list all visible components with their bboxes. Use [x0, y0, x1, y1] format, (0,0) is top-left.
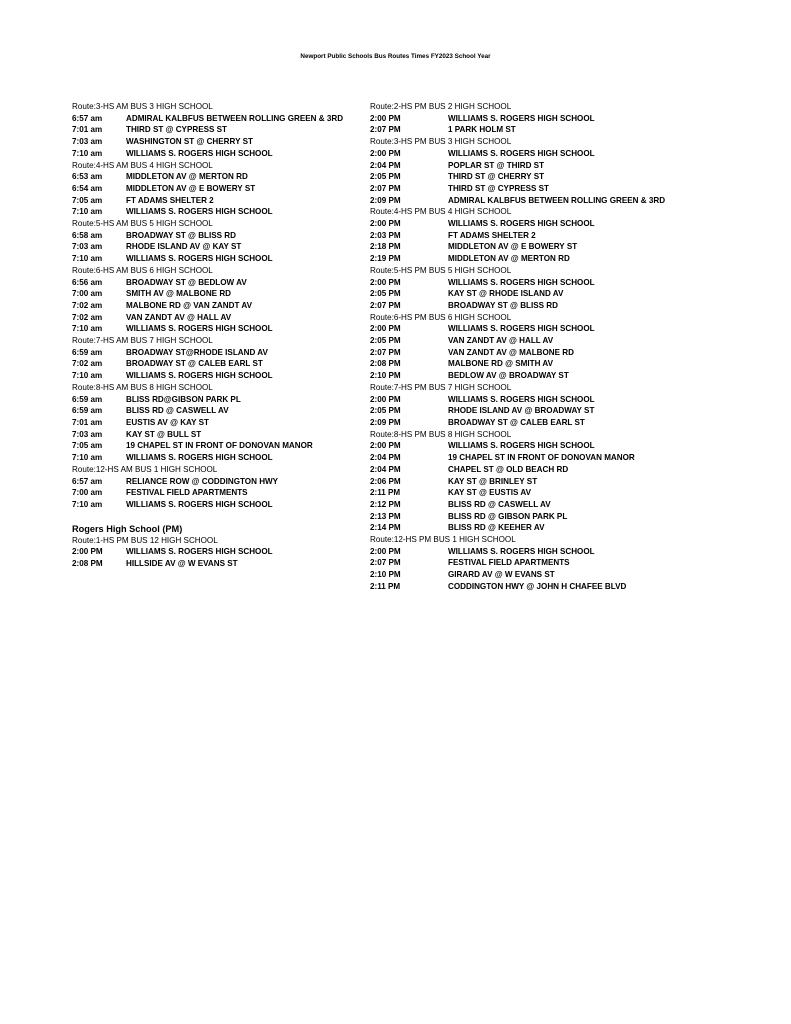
stop-time: 2:00 PM — [370, 441, 401, 451]
stop-row — [370, 195, 700, 207]
stop-row — [72, 241, 367, 253]
stop-row — [72, 394, 367, 406]
stop-row — [370, 464, 700, 476]
stop-location: FESTIVAL FIELD APARTMENTS — [448, 558, 570, 568]
stop-row — [72, 288, 367, 300]
stop-location: SMITH AV @ MALBONE RD — [126, 289, 232, 299]
stop-time: 2:07 PM — [370, 183, 401, 193]
stop-location: BLISS RD @ CASWELL AV — [448, 499, 551, 509]
stop-time: 7:01 am — [72, 417, 103, 427]
stop-location: WILLIAMS S. ROGERS HIGH SCHOOL — [126, 499, 273, 509]
route-block — [72, 464, 367, 511]
stop-row — [370, 546, 700, 558]
stop-row — [370, 440, 700, 452]
stop-time: 2:14 PM — [370, 523, 401, 533]
stop-location: 19 CHAPEL ST IN FRONT OF DONOVAN MANOR — [126, 441, 313, 451]
stop-location: WASHINGTON ST @ CHERRY ST — [126, 137, 253, 147]
stop-time: 2:00 PM — [370, 546, 401, 556]
stop-time: 6:58 am — [72, 230, 103, 240]
stop-time: 7:10 am — [72, 371, 103, 381]
stop-row — [370, 230, 700, 242]
left-column — [72, 101, 367, 570]
stop-row — [72, 277, 367, 289]
route-block — [370, 265, 700, 312]
stop-row — [72, 230, 367, 242]
stop-row — [370, 171, 700, 183]
route-block — [370, 534, 700, 593]
stop-row — [370, 335, 700, 347]
stop-time: 7:00 am — [72, 488, 103, 498]
route-block — [370, 206, 700, 265]
stop-time: 7:10 am — [72, 148, 103, 158]
stop-time: 7:02 am — [72, 300, 103, 310]
stop-location: RELIANCE ROW @ CODDINGTON HWY — [126, 476, 279, 486]
stop-location: ADMIRAL KALBFUS BETWEEN ROLLING GREEN & 3RD — [448, 195, 666, 205]
stop-row — [370, 476, 700, 488]
stop-time: 7:03 am — [72, 429, 103, 439]
stop-row — [72, 558, 367, 570]
route-header: Route:8-HS AM BUS 8 HIGH SCHOOL — [72, 382, 213, 392]
route-block — [72, 218, 367, 265]
route-block — [72, 101, 367, 160]
stop-time: 2:05 PM — [370, 336, 401, 346]
stop-row — [370, 300, 700, 312]
stop-location: WILLIAMS S. ROGERS HIGH SCHOOL — [448, 219, 595, 229]
stop-location: RHODE ISLAND AV @ BROADWAY ST — [448, 406, 595, 416]
stop-row — [72, 206, 367, 218]
stop-time: 2:10 PM — [370, 371, 401, 381]
stop-row — [370, 522, 700, 534]
stop-time: 7:10 am — [72, 324, 103, 334]
stop-row — [370, 511, 700, 523]
stop-row — [72, 183, 367, 195]
stop-location: BLISS RD @ GIBSON PARK PL — [448, 511, 568, 521]
route-header: Route:7-HS AM BUS 7 HIGH SCHOOL — [72, 336, 213, 346]
stop-time: 2:08 PM — [370, 359, 401, 369]
stop-time: 7:05 am — [72, 441, 103, 451]
stop-time: 2:07 PM — [370, 558, 401, 568]
stop-location: BLISS RD @ KEEHER AV — [448, 523, 545, 533]
stop-row — [72, 417, 367, 429]
route-header: Route:6-HS AM BUS 6 HIGH SCHOOL — [72, 265, 213, 275]
stop-time: 2:12 PM — [370, 499, 401, 509]
stop-location: FESTIVAL FIELD APARTMENTS — [126, 488, 248, 498]
stop-time: 7:10 am — [72, 499, 103, 509]
stop-location: BEDLOW AV @ BROADWAY ST — [448, 371, 569, 381]
stop-row — [370, 581, 700, 593]
stop-location: BROADWAY ST@RHODE ISLAND AV — [126, 347, 268, 357]
stop-time: 7:00 am — [72, 289, 103, 299]
stop-row — [370, 347, 700, 359]
stop-row — [370, 218, 700, 230]
stop-location: 19 CHAPEL ST IN FRONT OF DONOVAN MANOR — [448, 453, 635, 463]
stop-row — [72, 405, 367, 417]
stop-row — [370, 323, 700, 335]
stop-location: VAN ZANDT AV @ HALL AV — [126, 312, 232, 322]
stop-location: WILLIAMS S. ROGERS HIGH SCHOOL — [126, 453, 273, 463]
stop-time: 2:11 PM — [370, 581, 401, 591]
stop-location: BROADWAY ST @ BLISS RD — [126, 230, 236, 240]
route-header: Route:3-HS AM BUS 3 HIGH SCHOOL — [72, 102, 213, 111]
stop-row — [72, 358, 367, 370]
stop-time: 2:00 PM — [370, 148, 401, 158]
stop-time: 7:10 am — [72, 254, 103, 264]
stop-time: 2:09 PM — [370, 417, 401, 427]
stop-location: KAY ST @ RHODE ISLAND AV — [448, 289, 564, 299]
stop-time: 2:05 PM — [370, 406, 401, 416]
stop-time: 7:05 am — [72, 195, 103, 205]
stop-time: 6:59 am — [72, 394, 103, 404]
stop-location: THIRD ST @ CYPRESS ST — [126, 125, 227, 135]
stop-row — [370, 569, 700, 581]
stop-row — [370, 253, 700, 265]
stop-row — [370, 288, 700, 300]
stop-location: WILLIAMS S. ROGERS HIGH SCHOOL — [448, 441, 595, 451]
stop-row — [72, 429, 367, 441]
stop-row — [72, 113, 367, 125]
stop-row — [72, 195, 367, 207]
route-block — [72, 265, 367, 335]
stop-time: 2:04 PM — [370, 160, 401, 170]
stop-time: 7:02 am — [72, 359, 103, 369]
stop-row — [370, 487, 700, 499]
stop-location: BROADWAY ST @ CALEB EARL ST — [448, 417, 585, 427]
stop-location: ADMIRAL KALBFUS BETWEEN ROLLING GREEN & 3RD — [126, 113, 344, 123]
stop-row — [370, 499, 700, 511]
stop-time: 2:04 PM — [370, 464, 401, 474]
stop-time: 2:00 PM — [72, 547, 103, 557]
stop-row — [370, 148, 700, 160]
stop-location: WILLIAMS S. ROGERS HIGH SCHOOL — [448, 148, 595, 158]
stop-location: MIDDLETON AV @ MERTON RD — [126, 172, 248, 182]
route-header: Route:3-HS PM BUS 3 HIGH SCHOOL — [370, 137, 512, 147]
stop-location: 1 PARK HOLM ST — [448, 125, 516, 135]
stop-row — [72, 323, 367, 335]
stop-location: EUSTIS AV @ KAY ST — [126, 417, 210, 427]
stop-location: WILLIAMS S. ROGERS HIGH SCHOOL — [448, 394, 595, 404]
stop-time: 6:59 am — [72, 347, 103, 357]
route-header: Route:5-HS AM BUS 5 HIGH SCHOOL — [72, 219, 213, 229]
route-block — [370, 312, 700, 382]
route-header: Route:12-HS AM BUS 1 HIGH SCHOOL — [72, 464, 218, 474]
stop-location: BROADWAY ST @ BEDLOW AV — [126, 277, 247, 287]
stop-time: 7:01 am — [72, 125, 103, 135]
stop-row — [370, 241, 700, 253]
stop-location: WILLIAMS S. ROGERS HIGH SCHOOL — [448, 277, 595, 287]
stop-time: 2:00 PM — [370, 394, 401, 404]
stop-location: BLISS RD @ CASWELL AV — [126, 406, 229, 416]
route-header: Route:6-HS PM BUS 6 HIGH SCHOOL — [370, 312, 512, 322]
stop-time: 2:06 PM — [370, 476, 401, 486]
stop-location: FT ADAMS SHELTER 2 — [126, 195, 214, 205]
stop-row — [370, 417, 700, 429]
stop-location: CHAPEL ST @ OLD BEACH RD — [448, 464, 569, 474]
pm-routes — [72, 535, 367, 570]
stop-location: BROADWAY ST @ BLISS RD — [448, 300, 558, 310]
route-block — [72, 335, 367, 382]
stop-time: 6:57 am — [72, 476, 103, 486]
stop-location: MIDDLETON AV @ E BOWERY ST — [126, 183, 256, 193]
stop-row — [72, 171, 367, 183]
stop-location: WILLIAMS S. ROGERS HIGH SCHOOL — [126, 148, 273, 158]
stop-location: MIDDLETON AV @ E BOWERY ST — [448, 242, 578, 252]
stop-location: BROADWAY ST @ CALEB EARL ST — [126, 359, 263, 369]
stop-time: 2:18 PM — [370, 242, 401, 252]
stop-time: 2:09 PM — [370, 195, 401, 205]
stop-time: 2:07 PM — [370, 300, 401, 310]
stop-location: VAN ZANDT AV @ HALL AV — [448, 336, 554, 346]
route-block — [72, 160, 367, 219]
stop-location: KAY ST @ BRINLEY ST — [448, 476, 538, 486]
stop-location: WILLIAMS S. ROGERS HIGH SCHOOL — [448, 324, 595, 334]
route-header: Route:1-HS PM BUS 12 HIGH SCHOOL — [72, 535, 218, 545]
right-column — [370, 101, 700, 593]
stop-time: 7:03 am — [72, 242, 103, 252]
stop-location: WILLIAMS S. ROGERS HIGH SCHOOL — [448, 113, 595, 123]
stop-location: CODDINGTON HWY @ JOHN H CHAFEE BLVD — [448, 581, 627, 591]
route-header: Route:4-HS PM BUS 4 HIGH SCHOOL — [370, 207, 512, 217]
route-block — [370, 429, 700, 534]
stop-location: THIRD ST @ CYPRESS ST — [448, 183, 549, 193]
stop-time: 2:00 PM — [370, 277, 401, 287]
stop-time: 2:05 PM — [370, 172, 401, 182]
route-block — [370, 101, 700, 136]
stop-row — [370, 394, 700, 406]
route-header: Route:2-HS PM BUS 2 HIGH SCHOOL — [370, 102, 512, 111]
am-routes — [72, 101, 367, 511]
route-block — [72, 535, 367, 570]
stop-time: 2:19 PM — [370, 254, 401, 264]
stop-location: HILLSIDE AV @ W EVANS ST — [126, 559, 238, 569]
page-title: Newport Public Schools Bus Routes Times FY2023 School Year — [300, 53, 491, 60]
stop-row — [370, 183, 700, 195]
stop-location: FT ADAMS SHELTER 2 — [448, 230, 536, 240]
stop-row — [72, 546, 367, 558]
stop-time: 2:05 PM — [370, 289, 401, 299]
stop-time: 2:04 PM — [370, 453, 401, 463]
stop-location: THIRD ST @ CHERRY ST — [448, 172, 545, 182]
stop-time: 2:13 PM — [370, 511, 401, 521]
stop-location: KAY ST @ BULL ST — [126, 429, 202, 439]
stop-time: 6:56 am — [72, 277, 103, 287]
stop-row — [370, 405, 700, 417]
stop-row — [72, 253, 367, 265]
stop-row — [72, 476, 367, 488]
stop-row — [370, 160, 700, 172]
stop-time: 6:57 am — [72, 113, 103, 123]
stop-time: 2:00 PM — [370, 324, 401, 334]
stop-location: MALBONE RD @ VAN ZANDT AV — [126, 300, 252, 310]
stop-time: 2:07 PM — [370, 347, 401, 357]
stop-row — [72, 347, 367, 359]
stop-row — [370, 277, 700, 289]
route-header: Route:5-HS PM BUS 5 HIGH SCHOOL — [370, 265, 512, 275]
stop-row — [72, 370, 367, 382]
stop-location: POPLAR ST @ THIRD ST — [448, 160, 545, 170]
stop-row — [72, 487, 367, 499]
stop-row — [370, 124, 700, 136]
stop-time: 6:53 am — [72, 172, 103, 182]
stop-location: WILLIAMS S. ROGERS HIGH SCHOOL — [448, 546, 595, 556]
stop-time: 2:07 PM — [370, 125, 401, 135]
stop-location: KAY ST @ EUSTIS AV — [448, 488, 532, 498]
stop-row — [72, 136, 367, 148]
route-header: Route:8-HS PM BUS 8 HIGH SCHOOL — [370, 429, 512, 439]
stop-location: VAN ZANDT AV @ MALBONE RD — [448, 347, 574, 357]
stop-location: WILLIAMS S. ROGERS HIGH SCHOOL — [126, 254, 273, 264]
route-block — [370, 382, 700, 429]
stop-time: 2:00 PM — [370, 219, 401, 229]
stop-time: 2:08 PM — [72, 559, 103, 569]
stop-time: 7:03 am — [72, 137, 103, 147]
stop-row — [72, 312, 367, 324]
route-header: Route:7-HS PM BUS 7 HIGH SCHOOL — [370, 382, 512, 392]
route-block — [72, 382, 367, 464]
pm-routes-continued — [370, 101, 700, 593]
stop-location: WILLIAMS S. ROGERS HIGH SCHOOL — [126, 547, 273, 557]
stop-row — [370, 452, 700, 464]
stop-time: 6:59 am — [72, 406, 103, 416]
route-header: Route:12-HS PM BUS 1 HIGH SCHOOL — [370, 535, 516, 545]
stop-row — [72, 452, 367, 464]
stop-time: 7:10 am — [72, 453, 103, 463]
stop-location: WILLIAMS S. ROGERS HIGH SCHOOL — [126, 371, 273, 381]
stop-time: 6:54 am — [72, 183, 103, 193]
stop-time: 2:10 PM — [370, 570, 401, 580]
route-header: Route:4-HS AM BUS 4 HIGH SCHOOL — [72, 160, 213, 170]
stop-row — [72, 499, 367, 511]
stop-row — [72, 300, 367, 312]
route-block — [370, 136, 700, 206]
stop-row — [370, 358, 700, 370]
stop-row — [370, 370, 700, 382]
stop-time: 2:00 PM — [370, 113, 401, 123]
stop-location: WILLIAMS S. ROGERS HIGH SCHOOL — [126, 207, 273, 217]
stop-row — [370, 113, 700, 125]
stop-location: MALBONE RD @ SMITH AV — [448, 359, 554, 369]
stop-location: BLISS RD@GIBSON PARK PL — [126, 394, 241, 404]
stop-location: WILLIAMS S. ROGERS HIGH SCHOOL — [126, 324, 273, 334]
stop-time: 2:11 PM — [370, 488, 401, 498]
stop-time: 7:02 am — [72, 312, 103, 322]
stop-row — [370, 557, 700, 569]
stop-location: GIRARD AV @ W EVANS ST — [448, 570, 555, 580]
pm-section-heading: Rogers High School (PM) — [72, 523, 183, 534]
stop-row — [72, 440, 367, 452]
stop-time: 2:03 PM — [370, 230, 401, 240]
stop-location: RHODE ISLAND AV @ KAY ST — [126, 242, 242, 252]
stop-time: 7:10 am — [72, 207, 103, 217]
stop-location: MIDDLETON AV @ MERTON RD — [448, 254, 570, 264]
stop-row — [72, 124, 367, 136]
stop-row — [72, 148, 367, 160]
